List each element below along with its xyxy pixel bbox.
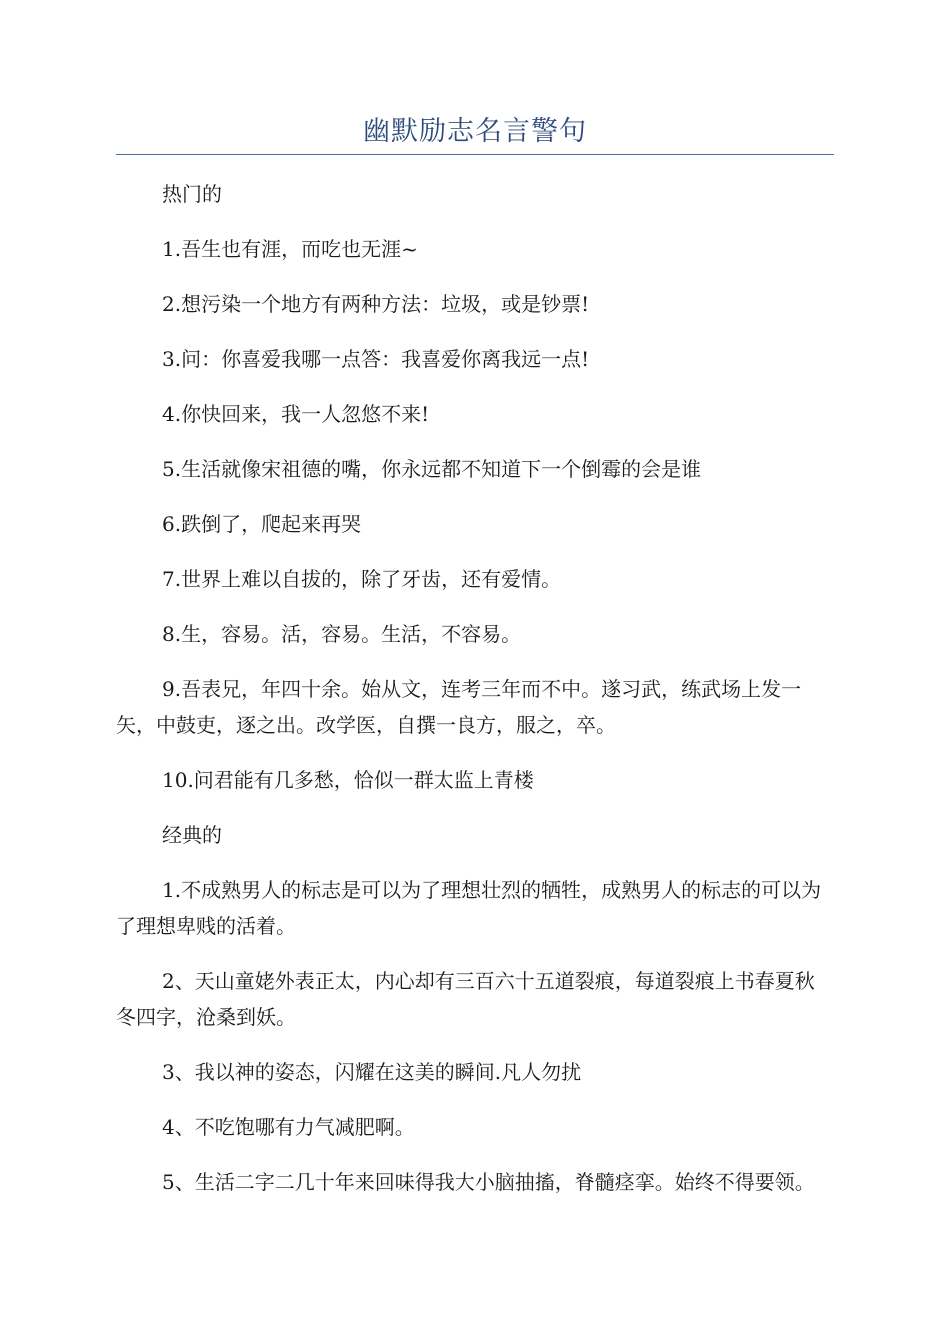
title-underline <box>116 154 834 155</box>
list-item: 8.生，容易。活，容易。生活，不容易。 <box>162 622 522 646</box>
list-item: 5.生活就像宋祖德的嘴，你永远都不知道下一个倒霉的会是谁 <box>162 457 702 481</box>
list-item: 2、天山童姥外表正太，内心却有三百六十五道裂痕，每道裂痕上书春夏秋冬四字，沧桑到妖。 <box>116 969 815 1029</box>
list-item: 3.问：你喜爱我哪一点答：我喜爱你离我远一点! <box>162 347 590 371</box>
list-item: 2.想污染一个地方有两种方法：垃圾，或是钞票! <box>162 292 590 316</box>
list-item: 1.不成熟男人的标志是可以为了理想壮烈的牺牲，成熟男人的标志的可以为了理想卑贱的活着。 <box>116 878 822 938</box>
list-item: 9.吾表兄，年四十余。始从文，连考三年而不中。遂习武，练武场上发一矢，中鼓吏，逐之出。改学医，自撰一良方，服之，卒。 <box>116 677 802 737</box>
document-title: 幽默励志名言警句 <box>363 116 587 147</box>
list-item: 7.世界上难以自拔的，除了牙齿，还有爱情。 <box>162 567 562 591</box>
document-body <box>116 176 834 1219</box>
list-item: 4.你快回来，我一人忽悠不来! <box>162 402 430 426</box>
list-item: 6.跌倒了，爬起来再哭 <box>162 512 362 536</box>
list-item: 5、生活二字二几十年来回味得我大小脑抽搐，脊髓痉挛。始终不得要领。 <box>162 1170 815 1194</box>
list-item: 1.吾生也有涯，而吃也无涯~ <box>162 237 418 261</box>
list-item: 4、不吃饱哪有力气减肥啊。 <box>162 1115 415 1139</box>
section-heading-hot: 热门的 <box>162 182 222 206</box>
section-heading-classic: 经典的 <box>162 823 222 847</box>
list-item: 10.问君能有几多愁，恰似一群太监上青楼 <box>162 768 534 792</box>
list-item: 3、我以神的姿态，闪耀在这美的瞬间.凡人勿扰 <box>162 1060 582 1084</box>
